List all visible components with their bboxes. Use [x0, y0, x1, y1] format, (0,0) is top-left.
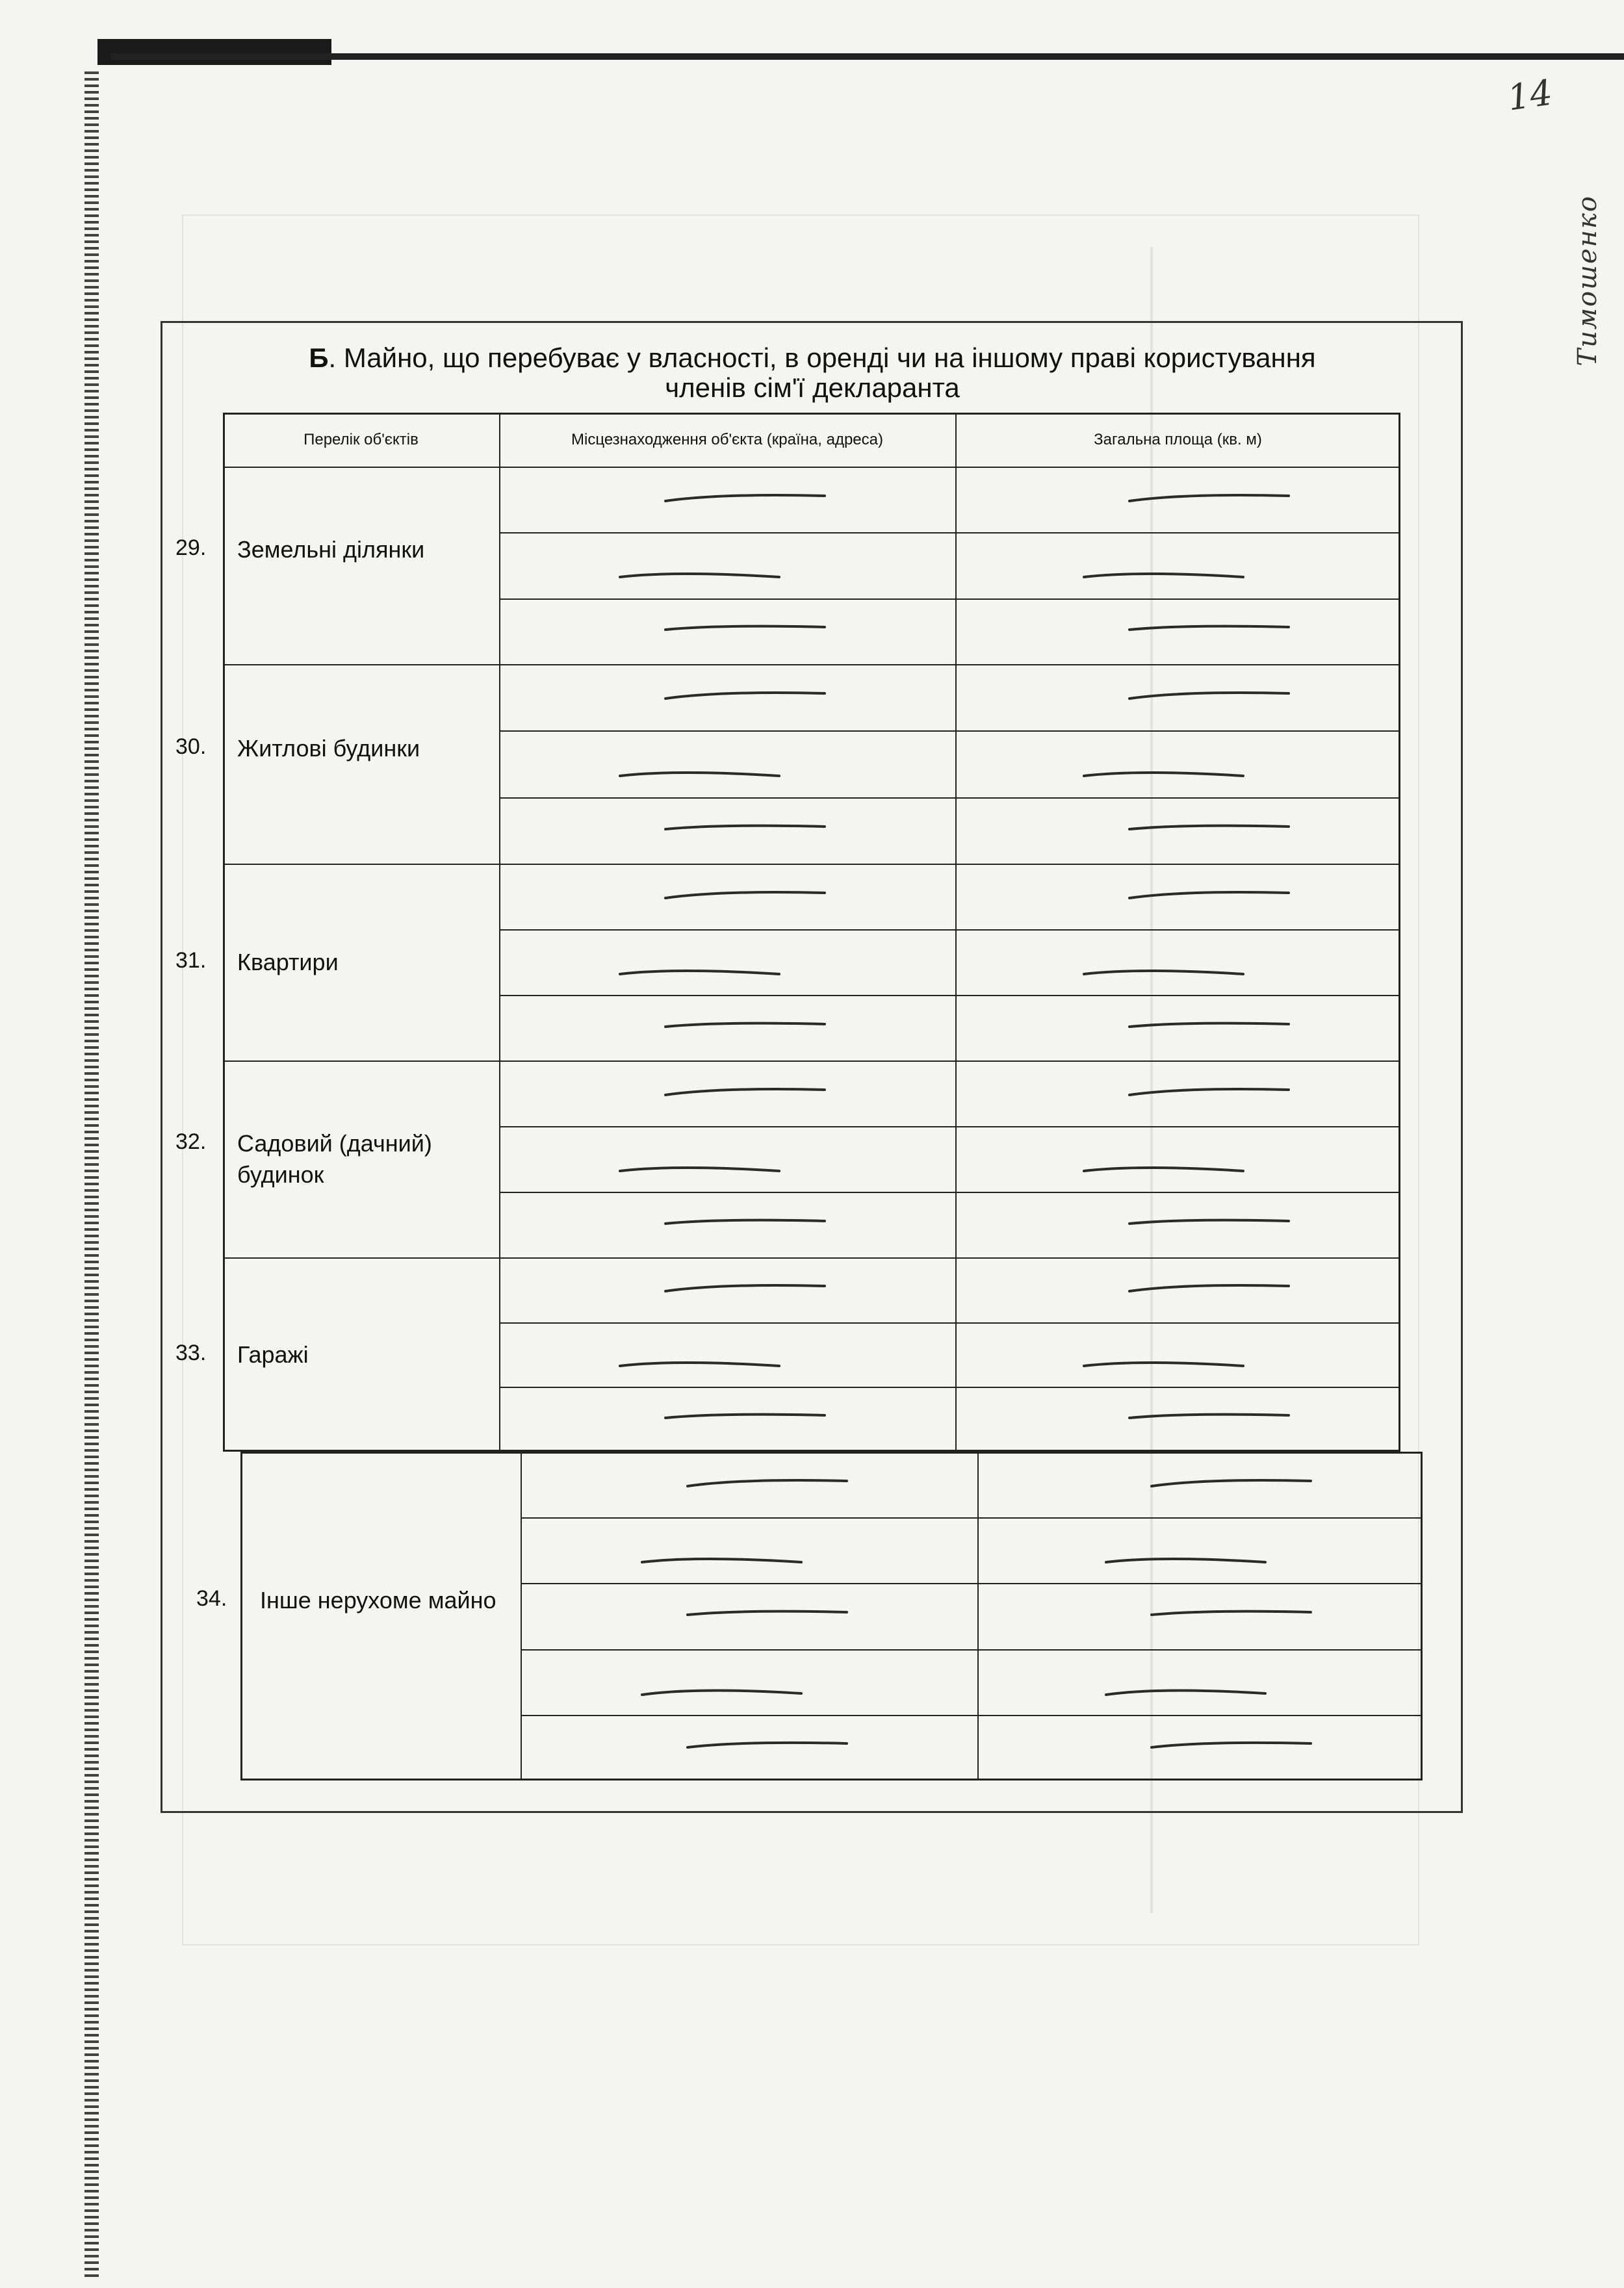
section-title [195, 343, 1430, 403]
subrow-divider [499, 532, 1400, 533]
handwritten-dash [662, 1213, 831, 1233]
column-header: Перелік об'єктів [303, 431, 419, 448]
section-letter: Б [309, 342, 329, 373]
handwritten-dash [1103, 1550, 1272, 1570]
handwritten-dash [1126, 1082, 1295, 1101]
section-number: 34. [196, 1586, 227, 1611]
handwritten-dash [684, 1736, 853, 1755]
header-divider [223, 467, 1400, 468]
handwritten-dash [1126, 488, 1295, 508]
handwritten-dash [617, 565, 786, 585]
handwritten-dash [1126, 885, 1295, 905]
handwritten-dash [1103, 1682, 1272, 1701]
column-divider [521, 1452, 522, 1780]
subrow-divider [521, 1583, 1423, 1584]
binding-holes [84, 71, 99, 2281]
handwritten-dash [617, 764, 786, 784]
handwritten-dash [662, 619, 831, 639]
row-divider [223, 1060, 1400, 1062]
handwritten-dash [1081, 565, 1250, 585]
subrow-divider [499, 1387, 1400, 1388]
handwritten-dash [662, 488, 831, 508]
handwritten-dash [617, 1159, 786, 1179]
column-header: Місцезнаходження об'єкта (країна, адреса) [571, 431, 883, 448]
row-divider [223, 864, 1400, 865]
handwritten-dash [1126, 1408, 1295, 1427]
section-number: 31. [175, 947, 207, 973]
subrow-divider [521, 1517, 1423, 1519]
handwritten-dash [639, 1682, 808, 1701]
handwritten-dash [1148, 1604, 1317, 1624]
section-title-line2: членів сім'ї декларанта [665, 372, 960, 403]
page-number: 14 [1504, 71, 1555, 119]
margin-signature: Тимошенко [1573, 195, 1603, 366]
subrow-divider [499, 1192, 1400, 1193]
handwritten-dash [1126, 686, 1295, 705]
subrow-divider [521, 1649, 1423, 1651]
handwritten-dash [662, 1278, 831, 1298]
section-number: 33. [175, 1340, 207, 1365]
handwritten-dash [662, 686, 831, 705]
handwritten-dash [662, 885, 831, 905]
subrow-divider [499, 1126, 1400, 1127]
handwritten-dash [662, 1408, 831, 1427]
subrow-divider [499, 598, 1400, 600]
subrow-divider [499, 797, 1400, 799]
handwritten-dash [1126, 1278, 1295, 1298]
subrow-divider [499, 929, 1400, 931]
handwritten-dash [1148, 1473, 1317, 1493]
handwritten-dash [1126, 619, 1295, 639]
subrow-divider [499, 1322, 1400, 1324]
column-divider [977, 1452, 979, 1780]
handwritten-dash [1126, 1016, 1295, 1036]
handwritten-dash [1126, 819, 1295, 838]
handwritten-dash [684, 1473, 853, 1493]
row-divider [223, 1257, 1400, 1259]
handwritten-dash [662, 1016, 831, 1036]
row-divider [223, 664, 1400, 665]
subrow-divider [499, 995, 1400, 996]
section-number: 29. [175, 535, 207, 560]
scan-artifact [97, 39, 331, 65]
subrow-divider [499, 730, 1400, 732]
handwritten-dash [1126, 1213, 1295, 1233]
handwritten-dash [662, 1082, 831, 1101]
section-label: Квартири [237, 948, 339, 975]
handwritten-dash [1081, 1354, 1250, 1374]
handwritten-dash [617, 962, 786, 982]
section-label: Гаражі [237, 1341, 309, 1368]
section-label: Земельні ділянки [237, 536, 425, 563]
handwritten-dash [684, 1604, 853, 1624]
scan-edge-line [110, 53, 1624, 60]
column-header: Загальна площа (кв. м) [1094, 431, 1262, 448]
handwritten-dash [1081, 1159, 1250, 1179]
handwritten-dash [1081, 962, 1250, 982]
section-label: Інше нерухоме майно [260, 1587, 496, 1613]
section-label: Житлові будинки [237, 734, 420, 762]
handwritten-dash [1081, 764, 1250, 784]
subrow-divider [521, 1715, 1423, 1716]
handwritten-dash [617, 1354, 786, 1374]
column-divider [499, 413, 500, 1452]
handwritten-dash [1148, 1736, 1317, 1755]
column-divider [955, 413, 957, 1452]
section-number: 32. [175, 1129, 207, 1154]
section-label: Садовий (дачний) будинок [237, 1129, 432, 1188]
section-number: 30. [175, 734, 207, 759]
section-title-text: . Майно, що перебуває у власності, в оренді чи на іншому праві користування [328, 342, 1316, 373]
handwritten-dash [662, 819, 831, 838]
handwritten-dash [639, 1550, 808, 1570]
